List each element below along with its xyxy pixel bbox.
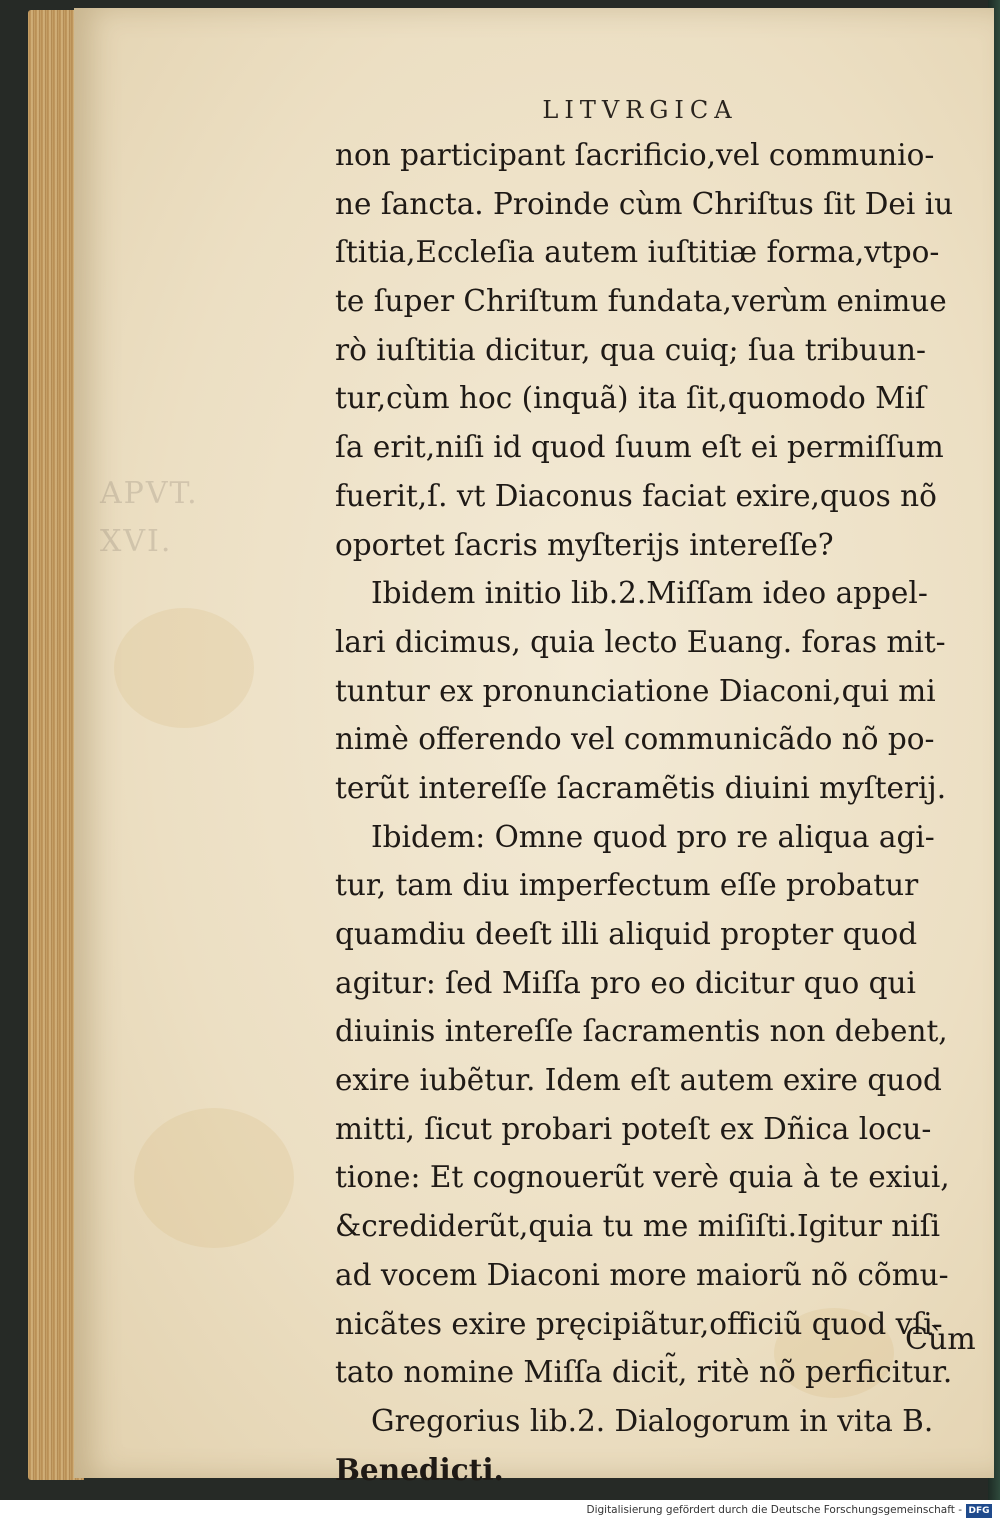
text-line: Gregorius lib.2. Dialogorum in vita B. bbox=[371, 1403, 934, 1438]
text-line: fuerit,ſ. vt Diaconus faciat exire,quos nõ bbox=[335, 478, 937, 513]
text-line: rò iuſtitia dicitur, qua cuiq; ſua tribuun- bbox=[335, 332, 927, 367]
text-line: Ibidem: Omne quod pro re aliqua agi- bbox=[371, 819, 935, 854]
text-line: ſtitia,Eccleſia autem iuſtitiæ forma,vtpo- bbox=[335, 235, 940, 270]
text-line: tur,cùm hoc (inquã) ita ſit,quomodo Miſ bbox=[335, 381, 926, 416]
text-line: exire iubẽtur. Idem eſt autem exire quod bbox=[335, 1063, 942, 1098]
text-line: ne ſanctа. Proinde cùm Chriſtus ſit Dei iu bbox=[335, 186, 954, 221]
footer-bar bbox=[0, 1500, 1000, 1523]
paper-stain bbox=[134, 1108, 294, 1248]
text-line: terũt intereſſe ſacramẽtis diuini myſterij. bbox=[335, 770, 947, 805]
text-line: &crediderũt,quia tu me miſiſti.Igitur niſi bbox=[335, 1209, 941, 1244]
text-line: quamdiu deeſt illi aliquid propter quod bbox=[335, 917, 918, 951]
text-line: te ſuper Chriſtum fundata,verùm enimue bbox=[335, 284, 947, 319]
text-line: mitti, ſicut probari poteſt ex Dñica locu- bbox=[335, 1111, 932, 1146]
bleed-line: APVT. bbox=[100, 476, 199, 511]
bleed-line: XVI. bbox=[100, 524, 173, 559]
running-head: LITVRGICA bbox=[542, 96, 738, 124]
text-line: Ibidem initio lib.2.Miſſam ideo appel- bbox=[371, 576, 928, 611]
text-line: diuinis intereſſe ſacramentis non debent, bbox=[335, 1014, 948, 1049]
text-line: tato nomine Miſſa dicit̃, ritè nõ perficitur. bbox=[335, 1355, 953, 1390]
text-line: lari dicimus, quia lecto Euang. foras mit- bbox=[335, 624, 946, 659]
text-line: tione: Et cognouerũt verè quia à te exiui, bbox=[335, 1160, 950, 1195]
paper-stain bbox=[114, 608, 254, 728]
text-line: Benedicti. bbox=[335, 1451, 504, 1487]
bleed-through-text bbox=[100, 470, 340, 566]
text-line: non participant ſacrificio,vel communio- bbox=[335, 138, 935, 172]
text-line: agitur: ſed Miſſa pro eo dicitur quo qui bbox=[335, 965, 916, 1000]
text-line: tuntur ex pronunciatione Diaconi,qui mi bbox=[335, 673, 936, 708]
text-line: ſa erit,niſi id quod ſuum eſt ei permiſſum bbox=[335, 430, 944, 465]
dfg-logo: DFG bbox=[966, 1504, 992, 1518]
text-line: oportet ſacris myſterijs intereſſe? bbox=[335, 527, 834, 562]
body-text bbox=[335, 131, 975, 1494]
text-line: nimè offerendo vel communicãdo nõ po- bbox=[335, 722, 935, 757]
text-line: tur, tam diu imperfectum eſſe probatur bbox=[335, 868, 919, 903]
text-line: nicãtes exire pręcipiãtur,officiũ quod vſi- bbox=[335, 1306, 943, 1341]
catchword: Cùm bbox=[905, 1322, 976, 1357]
text-line: ad vocem Diaconi more maiorũ nõ cõmu- bbox=[335, 1257, 949, 1292]
funding-credit: Digitalisierung gefördert durch die Deutsche Forschungsgemeinschaft - bbox=[586, 1504, 962, 1516]
